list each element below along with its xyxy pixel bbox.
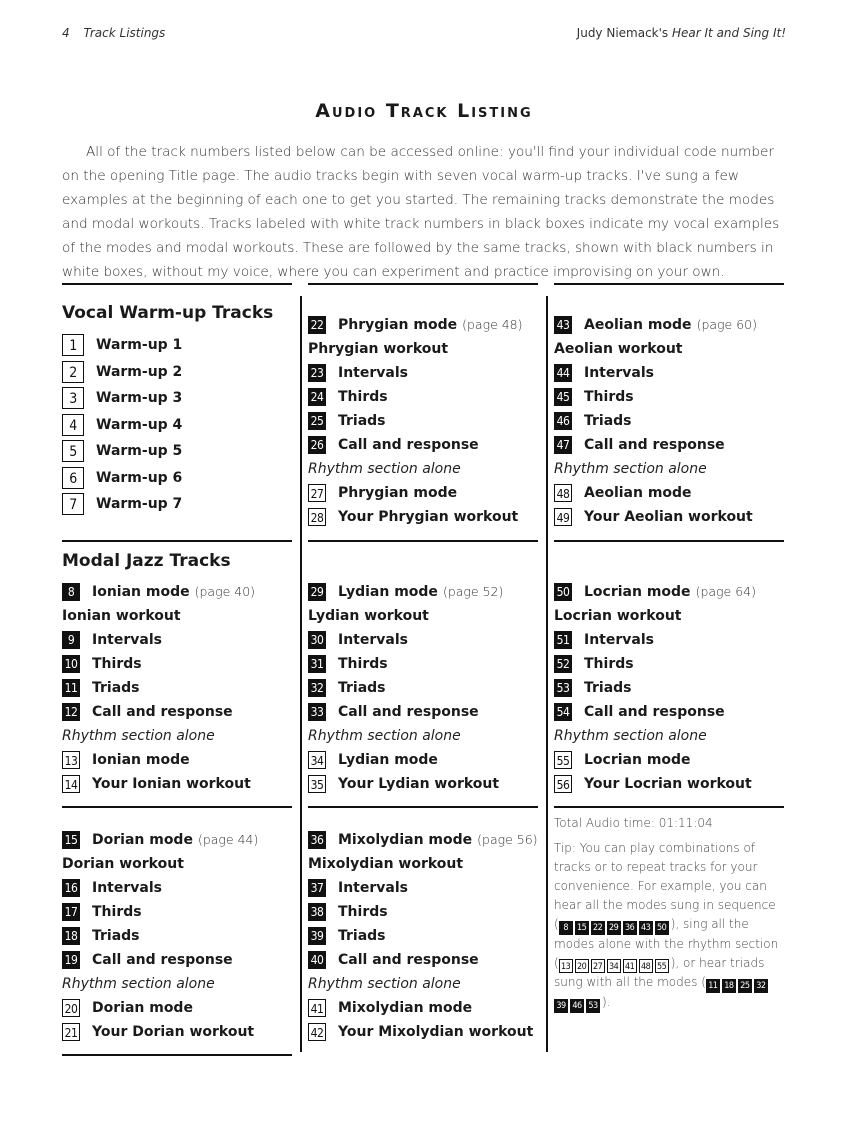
- track-label: Your Mixolydian workout: [338, 1024, 534, 1040]
- track-item: [308, 361, 544, 385]
- tip-text-part: ), sing all the modes alone with the rhythm section (: [554, 917, 779, 970]
- track-label: Warm-up 7: [96, 496, 183, 512]
- workout-label: Mixolydian workout: [308, 856, 464, 872]
- track-item: [554, 652, 790, 676]
- track-number-black-box: 50: [554, 583, 572, 601]
- track-label: Ionian mode: [92, 752, 190, 768]
- tip-text-part: ), or hear triads sung with all the modes (: [554, 956, 765, 989]
- track-item: [62, 332, 298, 359]
- page-reference: (page 44): [197, 832, 259, 847]
- track-number-white-box: 4: [62, 414, 84, 436]
- track-number-white-box: 1: [62, 334, 84, 356]
- column-divider-1: [300, 296, 302, 1052]
- track-label: Warm-up 2: [96, 363, 183, 380]
- track-item: [62, 948, 298, 972]
- mode-heading: [62, 580, 298, 604]
- workout-label: Ionian workout: [62, 608, 181, 624]
- track-chip-black: 15: [575, 921, 589, 935]
- section-heading: Vocal Warm-up Tracks: [62, 303, 274, 323]
- track-label: Your Dorian workout: [92, 1024, 255, 1040]
- track-number-black-box: 12: [62, 703, 80, 721]
- track-label: Triads: [338, 928, 386, 944]
- track-number-black-box: 15: [62, 831, 80, 849]
- track-chip-black: 46: [570, 999, 584, 1013]
- track-number-white-box: 34: [308, 751, 326, 769]
- mode-name: Mixolydian mode: [338, 832, 473, 848]
- track-item: [308, 1020, 544, 1044]
- track-item: [308, 409, 544, 433]
- track-label: Warm-up 1: [96, 337, 183, 353]
- workout-label: Dorian workout: [62, 856, 184, 872]
- tip-text: [554, 839, 780, 1013]
- track-chip-black: 43: [639, 921, 653, 935]
- rhythm-section-label: Rhythm section alone: [62, 976, 215, 992]
- track-number-black-box: 29: [308, 583, 326, 601]
- workout-label: Aeolian workout: [554, 341, 683, 357]
- mode-block-mixolydian: [308, 828, 544, 1044]
- track-label: Thirds: [338, 656, 388, 672]
- track-label: Triads: [92, 680, 140, 696]
- track-label: Aeolian mode: [584, 485, 692, 501]
- book-author: Judy Niemack's: [576, 26, 672, 40]
- track-number-white-box: 56: [554, 775, 572, 793]
- track-item: [308, 505, 544, 529]
- mode-heading: [308, 580, 544, 604]
- track-number-black-box: 23: [308, 364, 326, 382]
- track-number-black-box: 51: [554, 631, 572, 649]
- track-label: Intervals: [338, 632, 408, 648]
- track-label: Triads: [584, 680, 632, 696]
- track-label: Thirds: [92, 904, 142, 920]
- track-item: [554, 481, 790, 505]
- mode-block-lydian: [308, 580, 544, 796]
- track-number-white-box: 42: [308, 1023, 326, 1041]
- track-item: [62, 628, 298, 652]
- track-item: [62, 1020, 298, 1044]
- intro-paragraph: All of the track numbers listed below can be accessed online: you'll find your individual code number on the opening Title page. The audio tracks begin with seven vocal warm-up tracks. I've sung a few examples at the beginning of each one to get you started. The remaining tracks demonstrate the modes and modal workouts. Tracks labeled with white track numbers in black boxes indicate my vocal examples of the modes and modal workouts. These are followed by the same tracks, shown with black numbers in white boxes, without my voice, where you can experiment and practice improvising on your own.: [62, 144, 780, 280]
- track-number-black-box: 30: [308, 631, 326, 649]
- track-label: Call and response: [338, 437, 479, 453]
- track-number-white-box: 48: [554, 484, 572, 502]
- track-chip-white: 48: [639, 959, 653, 973]
- page-reference: (page 56): [477, 832, 538, 847]
- row-rule-left-2: [62, 806, 292, 808]
- modal-heading-block: [62, 548, 298, 574]
- track-number-white-box: 5: [62, 440, 84, 462]
- track-number-white-box: 27: [308, 484, 326, 502]
- track-label: Intervals: [584, 632, 654, 648]
- track-chip-black: 53: [586, 999, 600, 1013]
- track-chip-black: 22: [591, 921, 605, 935]
- row-rule-mid-1: [308, 540, 538, 542]
- bottom-rule-left: [62, 1054, 292, 1056]
- total-audio-time: Total Audio time: 01:11:04: [554, 816, 713, 830]
- track-number-white-box: 49: [554, 508, 572, 526]
- row-rule-right-2: [554, 806, 784, 808]
- track-label: Warm-up 5: [96, 443, 183, 459]
- track-item: [554, 433, 790, 457]
- mode-heading: [62, 828, 298, 852]
- track-item: [554, 676, 790, 700]
- mode-heading: [554, 313, 790, 337]
- column-divider-2: [546, 296, 548, 1052]
- track-chip-black: 39: [554, 999, 568, 1013]
- running-header-right: [577, 26, 786, 40]
- track-item: [308, 433, 544, 457]
- track-label: Call and response: [338, 952, 479, 968]
- track-label: Thirds: [92, 656, 142, 672]
- track-number-black-box: 36: [308, 831, 326, 849]
- track-item: [554, 748, 790, 772]
- track-number-black-box: 46: [554, 412, 572, 430]
- track-chip-black: 50: [655, 921, 669, 935]
- track-item: [308, 924, 544, 948]
- track-number-black-box: 37: [308, 879, 326, 897]
- track-item: [308, 481, 544, 505]
- track-chip-black: 36: [623, 921, 637, 935]
- track-number-white-box: 21: [62, 1023, 80, 1041]
- track-number-black-box: 40: [308, 951, 326, 969]
- rhythm-section-label: Rhythm section alone: [308, 976, 461, 992]
- track-label: Intervals: [338, 880, 408, 896]
- track-item: [554, 361, 790, 385]
- track-chip-black: 25: [738, 979, 752, 993]
- track-chip-black: 32: [754, 979, 768, 993]
- track-item: [62, 385, 298, 412]
- track-label: Your Phrygian workout: [338, 509, 519, 525]
- track-label: Call and response: [584, 704, 725, 720]
- track-number-black-box: 18: [62, 927, 80, 945]
- track-label: Triads: [584, 413, 632, 429]
- track-number-black-box: 9: [62, 631, 80, 649]
- page-reference: (page 52): [442, 584, 504, 599]
- track-chip-white: 41: [623, 959, 637, 973]
- top-rule-mid: [308, 283, 538, 285]
- track-item: [308, 628, 544, 652]
- rhythm-section-label: Rhythm section alone: [62, 728, 215, 744]
- track-label: Call and response: [584, 437, 725, 453]
- track-number-white-box: 41: [308, 999, 326, 1017]
- track-chip-black: 18: [722, 979, 736, 993]
- mode-heading: [308, 828, 544, 852]
- row-rule-right-1: [554, 540, 784, 542]
- track-label: Triads: [338, 413, 386, 429]
- mode-name: Dorian mode: [92, 832, 193, 848]
- track-number-black-box: 31: [308, 655, 326, 673]
- mode-heading: [554, 580, 790, 604]
- track-item: [62, 412, 298, 439]
- track-number-white-box: 35: [308, 775, 326, 793]
- track-chip-black: 29: [607, 921, 621, 935]
- track-number-black-box: 43: [554, 316, 572, 334]
- track-label: Lydian mode: [338, 752, 438, 768]
- track-item: [554, 409, 790, 433]
- track-chip-black: 11: [706, 979, 720, 993]
- track-chip-white: 27: [591, 959, 605, 973]
- row-rule-mid-2: [308, 806, 538, 808]
- track-item: [62, 438, 298, 465]
- track-number-black-box: 22: [308, 316, 326, 334]
- track-label: Intervals: [92, 632, 162, 648]
- track-item: [62, 996, 298, 1020]
- section-heading: Modal Jazz Tracks: [62, 551, 231, 571]
- mode-name: Aeolian mode: [584, 317, 692, 333]
- track-number-black-box: 45: [554, 388, 572, 406]
- track-label: Thirds: [584, 656, 634, 672]
- track-number-black-box: 11: [62, 679, 80, 697]
- track-label: Mixolydian mode: [338, 1000, 473, 1016]
- track-number-white-box: 3: [62, 387, 84, 409]
- track-item: [308, 772, 544, 796]
- track-label: Phrygian mode: [338, 485, 458, 501]
- track-item: [308, 876, 544, 900]
- tip-text-part: ).: [602, 995, 611, 1009]
- track-label: Thirds: [338, 904, 388, 920]
- mode-name: Locrian mode: [584, 584, 691, 600]
- track-number-black-box: 32: [308, 679, 326, 697]
- running-header-left: [62, 26, 165, 40]
- track-number-black-box: 53: [554, 679, 572, 697]
- section-name: Track Listings: [83, 26, 166, 40]
- info-box: [554, 814, 780, 1013]
- track-number-white-box: 7: [62, 493, 84, 515]
- workout-label: Lydian workout: [308, 608, 429, 624]
- top-rule-right: [554, 283, 784, 285]
- track-item: [554, 700, 790, 724]
- vocal-warmup-section: [62, 300, 298, 518]
- track-item: [62, 676, 298, 700]
- track-chip-white: 55: [655, 959, 669, 973]
- page-reference: (page 60): [696, 317, 757, 332]
- track-item: [308, 652, 544, 676]
- track-label: Warm-up 3: [96, 390, 183, 406]
- track-item: [62, 652, 298, 676]
- track-number-black-box: 33: [308, 703, 326, 721]
- mode-block-locrian: [554, 580, 790, 796]
- track-label: Your Aeolian workout: [584, 509, 753, 525]
- track-item: [308, 700, 544, 724]
- track-label: Intervals: [584, 365, 654, 381]
- rhythm-section-label: Rhythm section alone: [308, 461, 461, 477]
- track-number-black-box: 44: [554, 364, 572, 382]
- mode-name: Lydian mode: [338, 584, 438, 600]
- track-item: [308, 900, 544, 924]
- track-item: [62, 876, 298, 900]
- track-label: Triads: [92, 928, 140, 944]
- track-chip-white: 34: [607, 959, 621, 973]
- track-label: Call and response: [338, 704, 479, 720]
- track-item: [308, 676, 544, 700]
- track-number-white-box: 13: [62, 751, 80, 769]
- track-item: [62, 359, 298, 386]
- track-item: [308, 748, 544, 772]
- track-item: [308, 948, 544, 972]
- track-item: [554, 505, 790, 529]
- track-label: Thirds: [584, 389, 634, 405]
- track-label: Intervals: [92, 880, 162, 896]
- track-label: Dorian mode: [92, 1000, 193, 1016]
- top-rule-left: [62, 283, 292, 285]
- track-item: [62, 700, 298, 724]
- track-label: Triads: [338, 680, 386, 696]
- mode-block-aeolian: [554, 313, 790, 529]
- mode-block-ionian: [62, 580, 298, 796]
- track-label: Your Ionian workout: [92, 776, 251, 792]
- rhythm-section-label: Rhythm section alone: [554, 461, 707, 477]
- track-number-black-box: 24: [308, 388, 326, 406]
- row-rule-left-1: [62, 540, 292, 542]
- track-item: [62, 465, 298, 492]
- track-number-white-box: 6: [62, 467, 84, 489]
- track-number-black-box: 39: [308, 927, 326, 945]
- mode-block-phrygian: [308, 313, 544, 529]
- page-reference: (page 48): [462, 317, 523, 332]
- track-number-black-box: 16: [62, 879, 80, 897]
- track-label: Intervals: [338, 365, 408, 381]
- mode-name: Ionian mode: [92, 584, 190, 600]
- workout-label: Phrygian workout: [308, 341, 449, 357]
- track-chip-white: 13: [559, 959, 573, 973]
- track-number-white-box: 14: [62, 775, 80, 793]
- track-item: [62, 772, 298, 796]
- page-title: Audio Track Listing: [315, 100, 533, 122]
- track-label: Warm-up 4: [96, 416, 183, 433]
- track-label: Warm-up 6: [96, 469, 183, 486]
- mode-name: Phrygian mode: [338, 317, 458, 333]
- track-number-black-box: 10: [62, 655, 80, 673]
- track-item: [308, 385, 544, 409]
- track-label: Your Lydian workout: [338, 776, 500, 792]
- track-label: Locrian mode: [584, 752, 691, 768]
- workout-label: Locrian workout: [554, 608, 682, 624]
- track-item: [62, 924, 298, 948]
- track-number-black-box: 25: [308, 412, 326, 430]
- rhythm-section-label: Rhythm section alone: [554, 728, 707, 744]
- mode-heading: [308, 313, 544, 337]
- track-chip-black: 8: [559, 921, 573, 935]
- page-number: 4: [62, 26, 70, 40]
- book-title: Hear It and Sing It!: [672, 26, 786, 40]
- track-number-black-box: 26: [308, 436, 326, 454]
- track-label: Thirds: [338, 389, 388, 405]
- track-number-white-box: 55: [554, 751, 572, 769]
- track-number-black-box: 54: [554, 703, 572, 721]
- track-chip-white: 20: [575, 959, 589, 973]
- track-number-black-box: 38: [308, 903, 326, 921]
- track-label: Call and response: [92, 952, 233, 968]
- track-number-black-box: 17: [62, 903, 80, 921]
- page-reference: (page 64): [695, 584, 756, 599]
- track-item: [554, 772, 790, 796]
- track-number-black-box: 47: [554, 436, 572, 454]
- track-item: [62, 748, 298, 772]
- track-item: [308, 996, 544, 1020]
- track-item: [554, 385, 790, 409]
- track-number-white-box: 28: [308, 508, 326, 526]
- track-label: Your Locrian workout: [584, 776, 752, 792]
- page-reference: (page 40): [194, 584, 256, 599]
- track-item: [62, 491, 298, 518]
- track-item: [62, 900, 298, 924]
- track-number-black-box: 19: [62, 951, 80, 969]
- track-number-black-box: 52: [554, 655, 572, 673]
- mode-block-dorian: [62, 828, 298, 1044]
- rhythm-section-label: Rhythm section alone: [308, 728, 461, 744]
- track-number-white-box: 20: [62, 999, 80, 1017]
- track-number-white-box: 2: [62, 361, 84, 383]
- track-item: [554, 628, 790, 652]
- tip-text-part: Tip: You can play combinations of tracks or to repeat tracks for your convenience. For example, you can hear all the modes sung in sequence (: [554, 841, 776, 931]
- track-label: Call and response: [92, 704, 233, 720]
- track-number-black-box: 8: [62, 583, 80, 601]
